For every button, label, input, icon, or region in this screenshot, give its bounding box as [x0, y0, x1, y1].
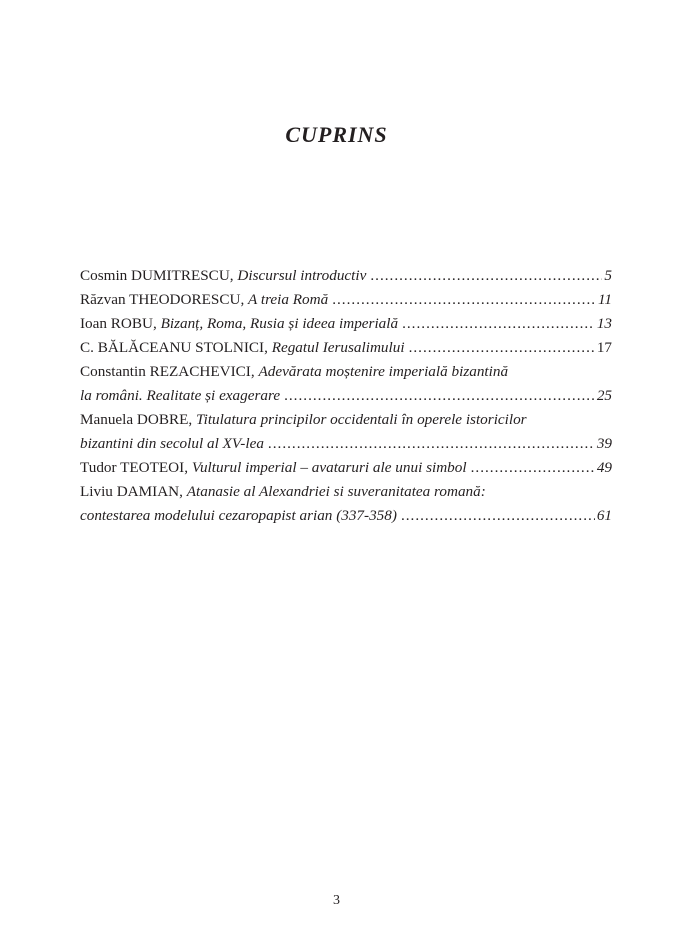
toc-author: Cosmin DUMITRESCU,	[80, 267, 238, 284]
toc-page-number: 25	[596, 387, 612, 404]
toc-entry-dobre[interactable]	[80, 408, 612, 456]
toc-author: Ioan ROBU,	[80, 315, 161, 332]
toc-title-continued: bizantini din secolul al XV-lea	[80, 435, 264, 452]
dot-leader	[332, 288, 596, 312]
toc-entry-teoteoi[interactable]	[80, 456, 612, 480]
toc-title: A treia Romă	[248, 291, 329, 308]
toc-entry-dumitrescu[interactable]	[80, 264, 612, 288]
toc-title: Regatul Ierusalimului	[271, 339, 405, 356]
toc-author: Liviu DAMIAN,	[80, 483, 187, 500]
dot-leader	[284, 384, 595, 408]
toc-page-number: 13	[596, 315, 612, 332]
toc-page-number: 17	[596, 339, 612, 356]
toc-title: Adevărata moștenire imperială bizantină	[258, 363, 509, 380]
toc-title: Vulturul imperial – avataruri ale unui simbol	[191, 459, 467, 476]
toc-page-number: 49	[596, 459, 612, 476]
table-of-contents	[80, 264, 612, 528]
toc-author: Răzvan THEODORESCU,	[80, 291, 249, 308]
toc-page-number: 61	[596, 507, 612, 524]
dot-leader	[402, 312, 595, 336]
toc-title: Atanasie al Alexandriei si suveranitatea romană:	[186, 483, 486, 500]
page-number: 3	[333, 893, 340, 908]
toc-entry-balaceanu-stolnici[interactable]	[80, 336, 612, 360]
toc-author: Manuela DOBRE,	[80, 411, 196, 428]
dot-leader	[409, 336, 595, 360]
toc-title: Titulatura principilor occidentali în operele istoricilor	[196, 411, 527, 428]
toc-entry-rezachevici[interactable]	[80, 360, 612, 408]
toc-title-continued: contestarea modelului cezaropapist arian (337-358)	[80, 507, 397, 524]
toc-entry-damian[interactable]	[80, 480, 612, 528]
toc-entry-theodorescu[interactable]	[80, 288, 612, 312]
page-title: CUPRINS	[285, 122, 388, 147]
toc-author: Constantin REZACHEVICI,	[80, 363, 259, 380]
toc-title: Bizanț, Roma, Rusia și ideea imperială	[160, 315, 399, 332]
toc-page-number: 5	[604, 267, 612, 284]
dot-leader	[471, 456, 595, 480]
toc-page-number: 11	[597, 291, 612, 308]
toc-title-continued: la români. Realitate și exagerare	[80, 387, 281, 404]
toc-page-number: 39	[596, 435, 612, 452]
dot-leader	[370, 264, 602, 288]
dot-leader	[401, 504, 595, 528]
toc-entry-robu[interactable]	[80, 312, 612, 336]
dot-leader	[268, 432, 595, 456]
toc-author: Tudor TEOTEOI,	[80, 459, 192, 476]
toc-author: C. BĂLĂCEANU STOLNICI,	[80, 339, 272, 356]
toc-title: Discursul introductiv	[237, 267, 367, 284]
